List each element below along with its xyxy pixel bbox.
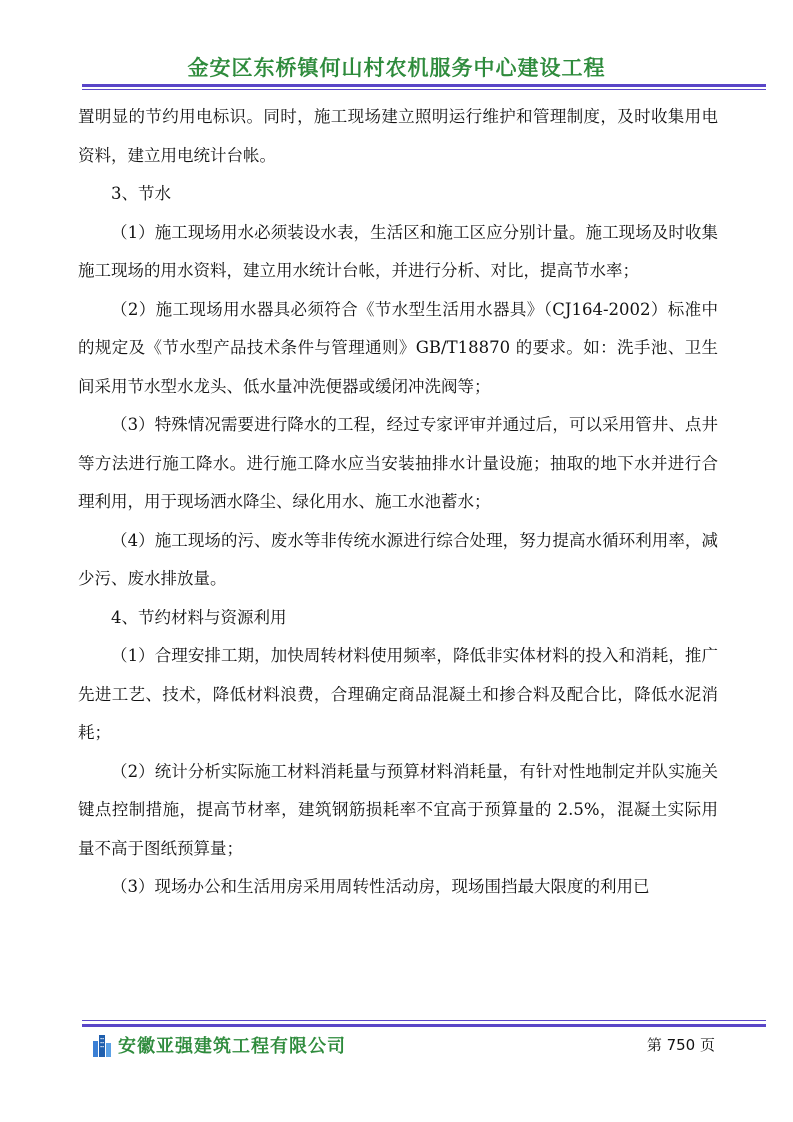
footer-company-name: 安徽亚强建筑工程有限公司 <box>118 1036 346 1057</box>
paragraph: （4）施工现场的污、废水等非传统水源进行综合处理，努力提高水循环利用率，减少污、废水排放量。 <box>78 530 718 588</box>
paragraph: 置明显的节约用电标识。同时，施工现场建立照明运行维护和管理制度，及时收集用电资料，建立用电统计台帐。 <box>78 107 718 165</box>
section-heading: 3、节水 <box>111 184 171 203</box>
building-logo-icon <box>92 1033 112 1057</box>
paragraph: （2）统计分析实际施工材料消耗量与预算材料消耗量，有针对性地制定并队实施关键点控制措施，提高节材率，建筑钢筋损耗率不宜高于预算量的 2.5%，混凝土实际用量不高于图纸预算量； <box>78 761 718 858</box>
section-heading: 4、节约材料与资源利用 <box>111 607 287 627</box>
document-body <box>78 98 718 907</box>
paragraph: （1）施工现场用水必须装设水表，生活区和施工区应分别计量。施工现场及时收集施工现场的用水资料，建立用水统计台帐，并进行分析、对比，提高节水率； <box>78 222 718 280</box>
header-rule-thick <box>82 84 766 87</box>
footer-company <box>92 1032 346 1058</box>
footer-rule-thin <box>82 1020 766 1021</box>
header-rule-thin <box>82 89 766 90</box>
paragraph: （3）特殊情况需要进行降水的工程，经过专家评审并通过后，可以采用管井、点井等方法进行施工降水。进行施工降水应当安装抽排水计量设施；抽取的地下水并进行合理利用，用于现场洒水降尘、绿化用水、施工水池蓄水； <box>78 415 718 511</box>
page-header-title: 金安区东桥镇何山村农机服务中心建设工程 <box>187 56 606 80</box>
paragraph: （2）施工现场用水器具必须符合《节水型生活用水器具》（CJ164-2002）标准中的规定及《节水型产品技术条件与管理通则》GB/T18870 的要求。如：洗手池、卫生间采用节水型水龙头、低水量冲洗便器或缓闭冲洗阀等； <box>78 299 718 396</box>
paragraph: （1）合理安排工期，加快周转材料使用频率，降低非实体材料的投入和消耗，推广先进工艺、技术，降低材料浪费，合理确定商品混凝土和掺合料及配合比，降低水泥消耗； <box>78 646 718 742</box>
footer-rule-thick <box>82 1024 766 1027</box>
page-number: 第 750 页 <box>646 1036 715 1054</box>
paragraph: （3）现场办公和生活用房采用周转性活动房，现场围挡最大限度的利用已 <box>111 877 650 896</box>
